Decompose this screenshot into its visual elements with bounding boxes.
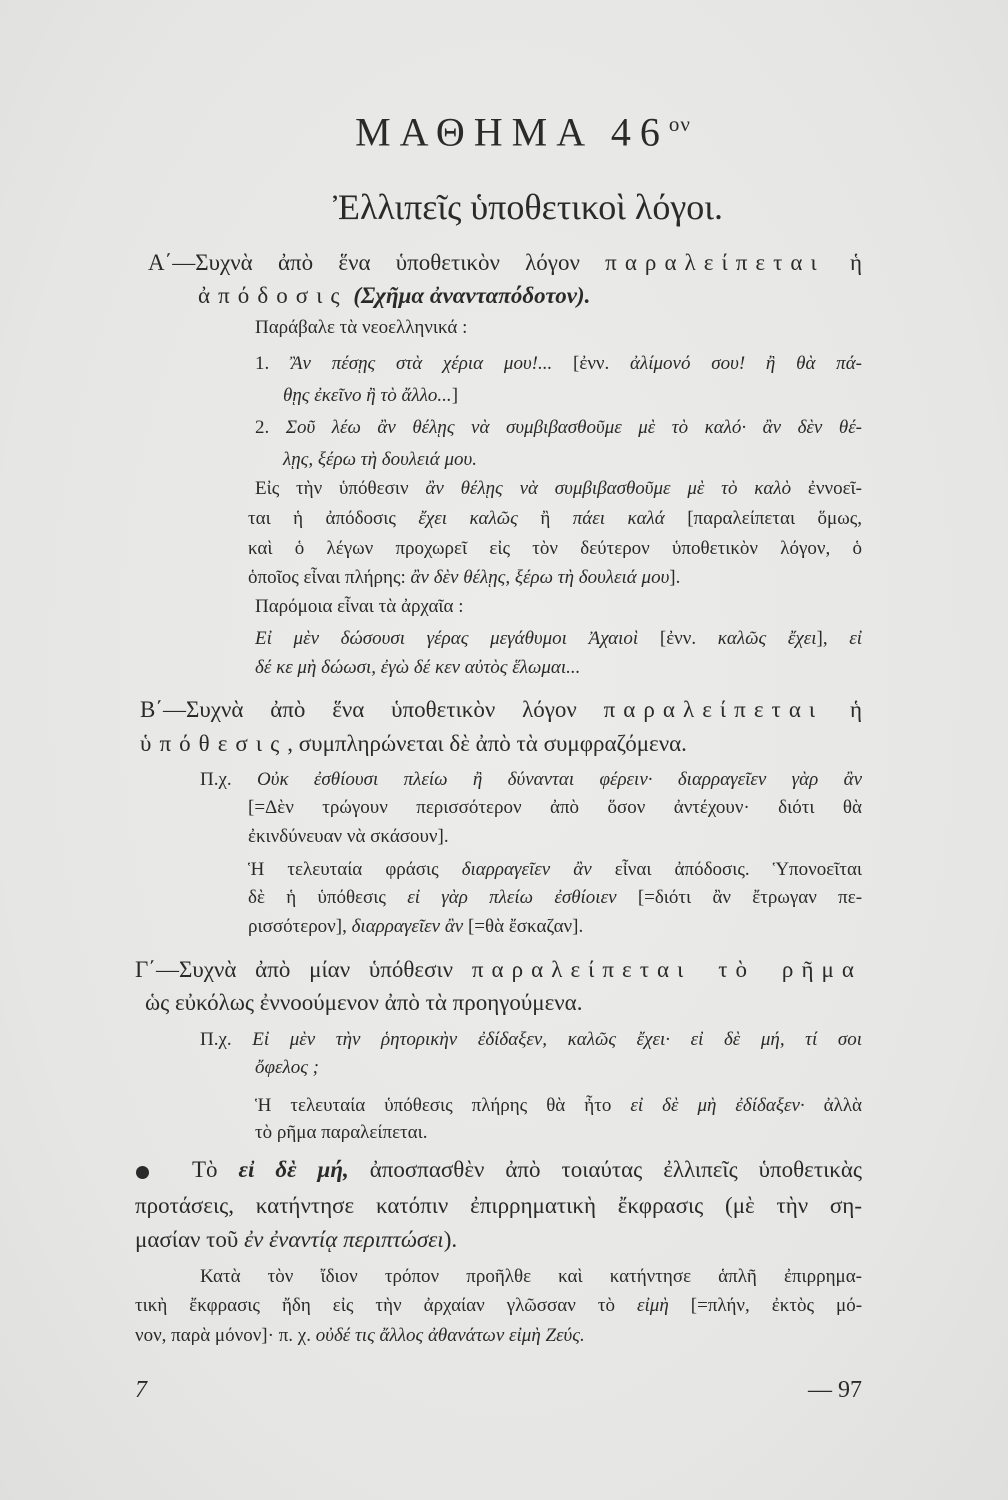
italic-phrase: ὄφελος ; [255, 1057, 320, 1078]
spaced-word: παραλείπεται τὸ ρῆμα [471, 957, 863, 982]
example-line [255, 1056, 319, 1080]
line-text: Εἰς τὴν ὑπόθεσιν [255, 478, 409, 499]
line-text: ἐννοεῖ- [807, 478, 862, 499]
line-text: Γ΄—Συχνὰ ἀπὸ μίαν ὑπόθεσιν [135, 957, 454, 982]
example-line [200, 1028, 862, 1052]
line-text: τικὴ ἔκφρασις ἤδη εἰς τὴν ἀρχαίαν γλῶσσαν τὸ [135, 1295, 615, 1316]
section-a-heading-line [148, 249, 862, 277]
italic-phrase: πάει καλά [572, 508, 665, 529]
line-text: Β΄—Συχνὰ ἀπὸ ἕνα ὑποθετικὸν λόγον [140, 697, 577, 722]
italic-phrase: Οὐκ ἐσθίουσι πλείω ἢ δύνανται φέρειν· διαρραγεῖεν γὰρ ἂν [257, 769, 862, 790]
line-text: ἢ [540, 508, 551, 529]
explanation-line [255, 1094, 862, 1118]
spaced-word: παραλείπεται [603, 697, 824, 722]
line-text: ρισσότερον], [248, 916, 347, 937]
line-text: ἡ [850, 697, 863, 722]
example-1-line [283, 384, 458, 408]
spaced-word: ἀπόδοσις [198, 283, 348, 308]
line-text: [=θὰ ἔσκαζαν]. [467, 916, 584, 937]
italic-phrase: ἀλίμονό σου! ἢ θὰ πά- [630, 353, 863, 374]
section-a-heading-line [198, 282, 590, 310]
line-text: [παραλείπεται ὅμως, [687, 508, 863, 529]
explanation-line [248, 858, 862, 882]
line-text: ]. [669, 567, 681, 588]
line-text: ἀλλὰ [823, 1095, 863, 1116]
line-text: Α΄—Συχνὰ ἀπὸ ἕνα ὑποθετικὸν λόγον [148, 250, 580, 275]
example-label: Π.χ. [200, 1029, 232, 1050]
spaced-word: ὑπόθεσις [140, 731, 288, 756]
section-b-heading-line [140, 696, 862, 724]
ordinal-suffix: ον [668, 112, 691, 136]
line-text: δὲ ἡ ὑπόθεσις [248, 887, 386, 908]
line-text: ὁποῖος εἶναι πλήρης: [248, 567, 406, 588]
italic-phrase: ἂν δὲν θέλῃς, ξέρω τὴ δουλειά μου [410, 567, 670, 588]
italic-phrase: καλῶς ἔχει [717, 628, 817, 649]
line-text: ται ἡ ἀπόδοσις [248, 508, 396, 529]
italic-phrase: εἰμὴ [637, 1295, 669, 1316]
section-c-heading-line: ὡς εὐκόλως ἐννοούμενον ἀπὸ τὰ προηγούμενα. [145, 990, 583, 1015]
explanation-line [255, 477, 862, 501]
explanation-line: καὶ ὁ λέγων προχωρεῖ εἰς τὸν δεύτερον ὑποθετικὸν λόγον, ὁ [248, 538, 862, 559]
compare-label: Παράβαλε τὰ νεοελληνικά : [255, 317, 468, 338]
italic-phrase: ἂν θέλῃς νὰ συμβιβασθοῦμε μὲ τὸ καλὸ [425, 478, 792, 499]
note-line: προτάσεις, κατήντησε κατόπιν ἐπιρρηματικὴ ἔκφρασις (μὲ τὴν ση- [135, 1193, 862, 1218]
section-c-heading-line [135, 956, 862, 984]
italic-phrase: εἰ [849, 628, 863, 649]
note-detail-line: Κατὰ τὸν ἴδιον τρόπον προῆλθε καὶ κατήντησε ἁπλῆ ἐπιρρημα- [200, 1266, 862, 1287]
line-text: ἡ [849, 250, 863, 275]
page-number: — 97 [808, 1377, 862, 1403]
italic-phrase: ἐν ἐναντίᾳ περιπτώσει [244, 1227, 444, 1252]
figure-term: (Σχῆμα ἀνανταπόδοτον). [353, 283, 591, 308]
ancient-quote-line [255, 656, 580, 680]
explanation-line [248, 915, 583, 939]
italic-phrase: διαρραγεῖεν ἂν [461, 859, 592, 880]
line-text: , συμπληρώνεται δὲ ἀπὸ τὰ συμφραζόμενα. [287, 731, 687, 756]
line-text: ). [443, 1227, 458, 1252]
line-text: νον, παρὰ μόνον]· π. χ. [135, 1325, 311, 1346]
line-text: Ἡ τελευταία ὑπόθεσις πλήρης θὰ ἦτο [255, 1095, 612, 1116]
italic-phrase: Εἰ μὲν δώσουσι γέρας μεγάθυμοι Ἀχαιοὶ [255, 628, 639, 649]
line-text: μασίαν τοῦ [135, 1227, 239, 1252]
line-text: [ἐνν. [659, 628, 697, 649]
example-2-line [283, 448, 477, 472]
italic-phrase: ἔχει καλῶς [418, 508, 518, 529]
line-text: [=πλήν, ἐκτὸς μό- [690, 1295, 863, 1316]
line-text: [ἐνν. [573, 353, 610, 374]
bullet-icon [136, 1166, 149, 1179]
item-number: 1. [255, 353, 270, 374]
italic-phrase: δέ κε μὴ δώωσι, ἐγὼ δέ κεν αὐτὸς ἕλωμαι... [255, 657, 581, 678]
lesson-title-text: ΜΑΘΗΜΑ 46 [355, 109, 669, 155]
note-detail-line [135, 1324, 585, 1348]
bold-italic-term: εἰ δὲ μή, [238, 1157, 349, 1182]
line-text: ] [451, 385, 459, 406]
italic-phrase: Εἰ μὲν τὴν ῥητορικὴν ἐδίδαξεν, καλῶς ἔχει· εἰ δὲ μή, τί σοι [252, 1029, 863, 1050]
explanation-line [248, 566, 680, 590]
line-text: ἀποσπασθὲν ἀπὸ τοιαύτας ἐλλιπεῖς ὑποθετικὰς [369, 1157, 863, 1182]
translation-line: ἐκινδύνευαν νὰ σκάσουν]. [248, 826, 449, 847]
explanation-line [248, 507, 862, 531]
example-line [200, 768, 862, 792]
ancient-label: Παρόμοια εἶναι τὰ ἀρχαῖα : [255, 596, 464, 617]
section-b-heading-line [140, 730, 687, 758]
line-text: Τὸ [192, 1157, 218, 1182]
example-label: Π.χ. [200, 769, 232, 790]
line-text: [=διότι ἂν ἔτρωγαν πε- [637, 887, 863, 908]
translation-line: [=Δὲν τρώγουν περισσότερον ἀπὸ ὅσον ἀντέχουν· διότι θὰ [248, 797, 862, 818]
line-text: εἶναι ἀπόδοσις. Ὑπονοεῖται [614, 859, 863, 880]
italic-phrase: λῃς, ξέρω τὴ δουλειά μου. [283, 449, 478, 470]
note-line [135, 1226, 457, 1254]
item-number: 2. [255, 417, 270, 438]
explanation-line: τὸ ρῆμα παραλείπεται. [255, 1122, 428, 1143]
note-line [192, 1156, 862, 1184]
italic-phrase: εἰ δὲ μὴ ἐδίδαξεν· [630, 1095, 805, 1116]
explanation-line [248, 886, 862, 910]
italic-phrase: Ἂν πέσῃς στὰ χέρια μου!... [290, 353, 553, 374]
ancient-quote-line [255, 627, 862, 651]
signature-mark: 7 [135, 1377, 147, 1403]
italic-phrase: οὐδέ τις ἄλλος ἀθανάτων εἰμὴ Ζεύς. [315, 1325, 585, 1346]
lesson-subtitle: Ἐλλιπεῖς ὑποθετικοὶ λόγοι. [333, 187, 723, 227]
lesson-title [273, 100, 773, 156]
line-text: ], [816, 628, 828, 649]
line-text: Ἡ τελευταία φράσις [248, 859, 439, 880]
spaced-word: παραλείπεται [605, 250, 825, 275]
italic-phrase: Σοῦ λέω ἂν θέλῃς νὰ συμβιβασθοῦμε μὲ τὸ καλό· ἂν δὲν θέ- [285, 417, 863, 438]
example-1-line [255, 352, 862, 376]
example-2-line [255, 416, 862, 440]
note-detail-line [135, 1294, 862, 1318]
italic-phrase: θῃς ἐκεῖνο ἢ τὸ ἄλλο... [283, 385, 452, 406]
italic-phrase: εἰ γὰρ πλείω ἐσθίοιεν [407, 887, 617, 908]
italic-phrase: διαρραγεῖεν ἂν [351, 916, 464, 937]
